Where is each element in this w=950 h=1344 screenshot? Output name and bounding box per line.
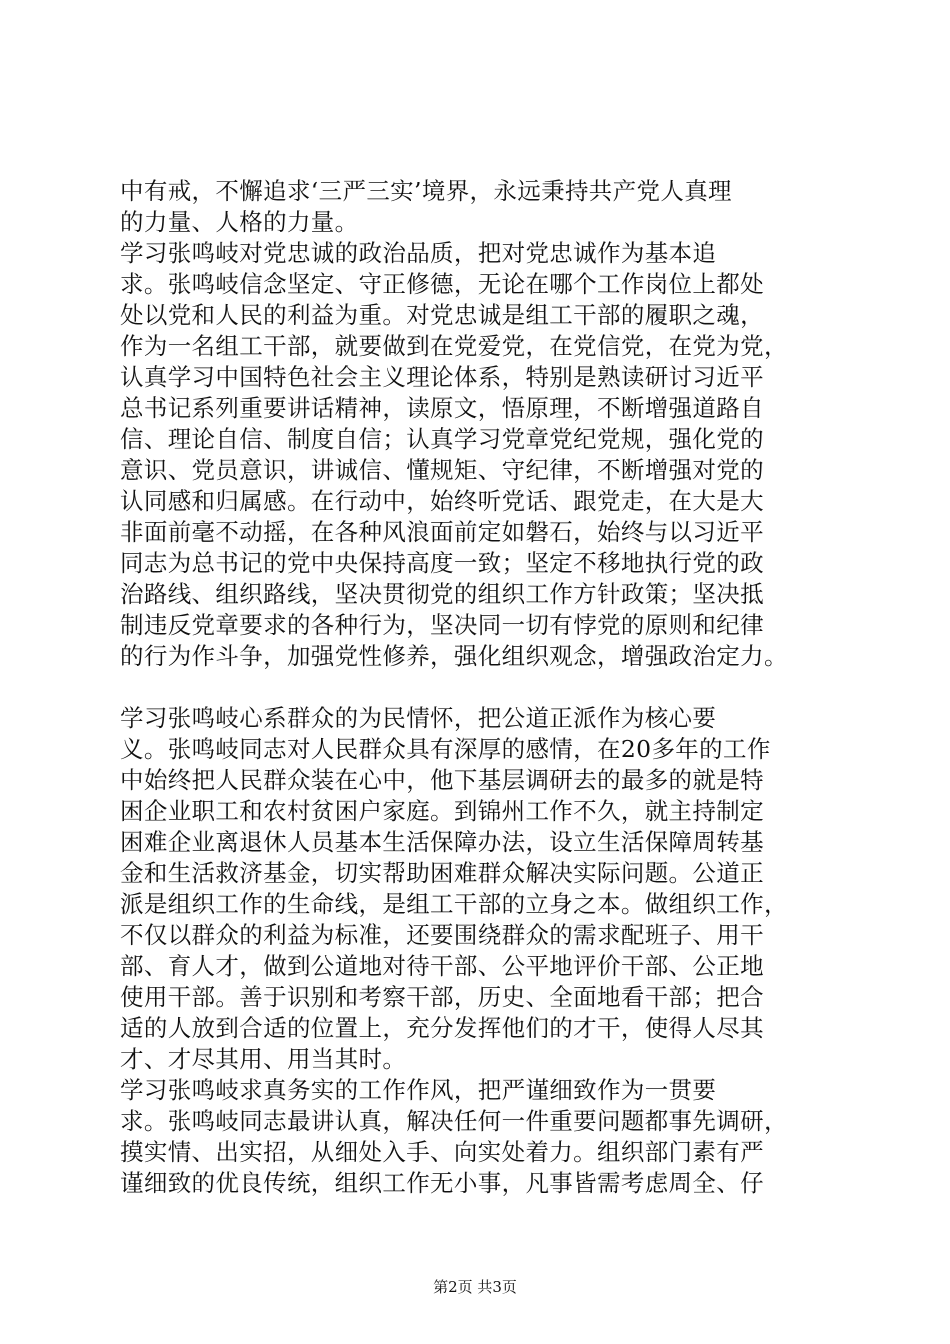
text-line: 求。张鸣岐同志最讲认真，解决任何一件重要问题都事先调研， — [120, 1107, 788, 1135]
text-line: 总书记系列重要讲话精神，读原文，悟原理，不断增强道路自 — [120, 394, 764, 422]
body-text — [120, 176, 832, 1199]
text-line: 认真学习中国特色社会主义理论体系，特别是熟读研讨习近平 — [120, 363, 764, 391]
text-line: 中始终把人民群众装在心中，他下基层调研去的最多的就是特 — [120, 766, 764, 794]
text-line: 部、育人才，做到公道地对待干部、公平地评价干部、公正地 — [120, 952, 764, 980]
text-line: 意识、党员意识，讲诚信、懂规矩、守纪律，不断增强对党的 — [120, 456, 764, 484]
text-line: 困难企业离退休人员基本生活保障办法，设立生活保障周转基 — [120, 828, 764, 856]
text-line: 谨细致的优良传统，组织工作无小事，凡事皆需考虑周全、仔 — [120, 1169, 764, 1197]
page-number-footer: 第2页 共3页 — [433, 1278, 517, 1296]
text-line: 非面前毫不动摇，在各种风浪面前定如磐石，始终与以习近平 — [120, 518, 764, 546]
text-line: 处以党和人民的利益为重。对党忠诚是组工干部的履职之魂， — [120, 301, 764, 329]
text-line: 适的人放到合适的位置上，充分发挥他们的才干，使得人尽其 — [120, 1014, 764, 1042]
text-line: 信、理论自信、制度自信；认真学习党章党纪党规，强化党的 — [120, 425, 764, 453]
text-line: 制违反党章要求的各种行为，坚决同一切有悖党的原则和纪律 — [120, 611, 764, 639]
text-line: 的行为作斗争，加强党性修养，强化组织观念，增强政治定力。 — [120, 642, 788, 670]
text-line: 金和生活救济基金，切实帮助困难群众解决实际问题。公道正 — [120, 859, 764, 887]
paragraph-start-line: 学习张鸣岐心系群众的为民情怀，把公道正派作为核心要 — [120, 704, 717, 732]
paragraph-start-line: 学习张鸣岐对党忠诚的政治品质，把对党忠诚作为基本追 — [120, 239, 717, 267]
text-line: 同志为总书记的党中央保持高度一致；坚定不移地执行党的政 — [120, 549, 764, 577]
text-line: 使用干部。善于识别和考察干部，历史、全面地看干部；把合 — [120, 983, 764, 1011]
text-line: 认同感和归属感。在行动中，始终听党话、跟党走，在大是大 — [120, 487, 764, 515]
text-line: 治路线、组织路线，坚决贯彻党的组织工作方针政策；坚决抵 — [120, 580, 764, 608]
text-line: 的力量、人格的力量。 — [120, 208, 359, 236]
text-line: 才、才尽其用、用当其时。 — [120, 1045, 407, 1073]
text-line: 困企业职工和农村贫困户家庭。到锦州工作不久，就主持制定 — [120, 797, 764, 825]
text-line: 摸实情、出实招，从细处入手、向实处着力。组织部门素有严 — [120, 1138, 764, 1166]
text-line: 派是组织工作的生命线，是组工干部的立身之本。做组织工作， — [120, 890, 788, 918]
text-line: 求。张鸣岐信念坚定、守正修德，无论在哪个工作岗位上都处 — [120, 270, 764, 298]
text-line: 中有戒，不懈追求‘三严三实’境界，永远秉持共产党人真理 — [120, 177, 732, 205]
paragraph-start-line: 学习张鸣岐求真务实的工作作风，把严谨细致作为一贯要 — [120, 1076, 717, 1104]
blank-line — [120, 672, 832, 703]
text-line: 作为一名组工干部，就要做到在党爱党，在党信党，在党为党， — [120, 332, 788, 360]
text-line: 义。张鸣岐同志对人民群众具有深厚的感情，在20多年的工作 — [120, 735, 771, 763]
text-line: 不仅以群众的利益为标准，还要围绕群众的需求配班子、用干 — [120, 921, 764, 949]
